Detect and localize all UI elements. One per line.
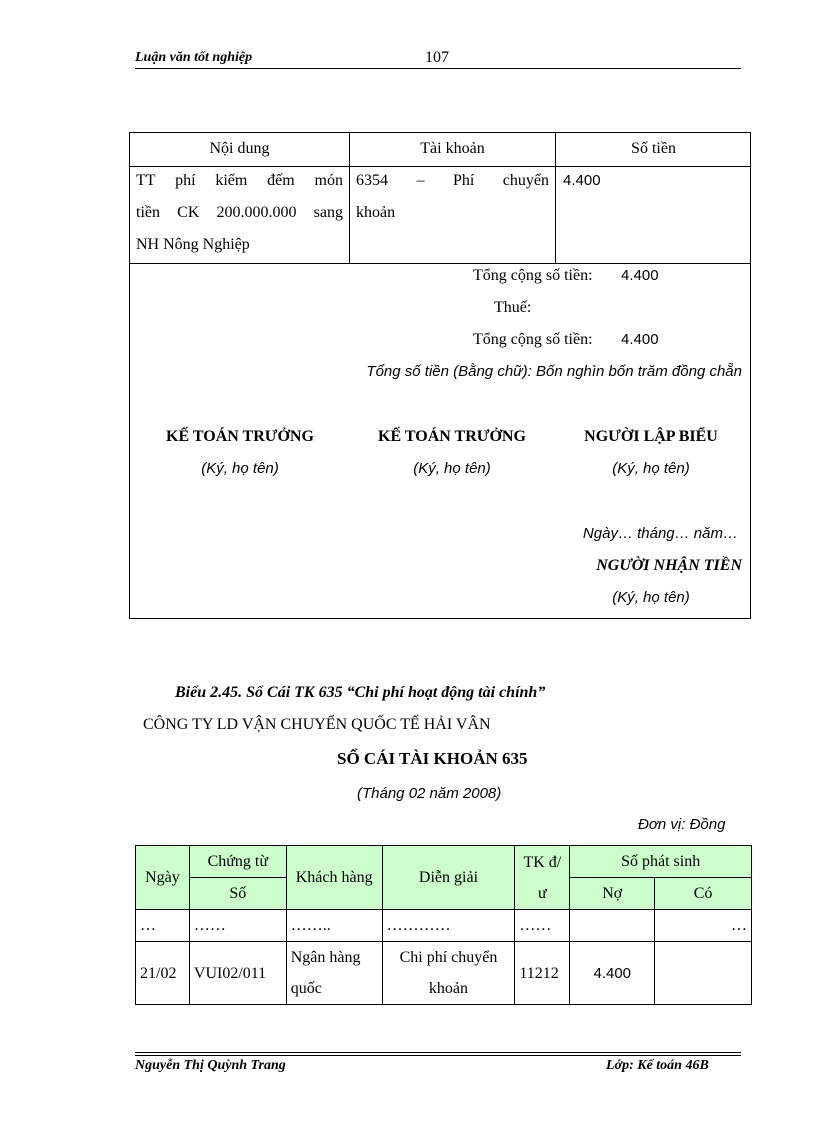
tax-label: Thuế: xyxy=(494,299,532,316)
row-credit xyxy=(655,942,752,1005)
total-value: 4.400 xyxy=(621,267,659,284)
company-name: CÔNG TY LD VẬN CHUYỂN QUỐC TẾ HẢI VÂN xyxy=(143,716,491,733)
header-voucher-no: Số xyxy=(189,878,286,910)
page-number: 107 xyxy=(425,49,449,66)
header-voucher: Chứng từ xyxy=(189,846,286,878)
signature-hint: (Ký, họ tên) xyxy=(201,460,279,477)
unit-label: Đơn vị: Đồng xyxy=(638,816,726,833)
payment-voucher-box xyxy=(129,132,751,619)
header-credit: Có xyxy=(655,878,752,910)
col-header-amount: Số tiền xyxy=(631,140,676,157)
content-line: tiền CK 200.000.000 sang xyxy=(136,204,343,221)
account-line: 6354 – Phí chuyển xyxy=(356,172,549,189)
amount-value: 4.400 xyxy=(563,172,601,189)
receiver-role: NGƯỜI NHẬN TIỀN xyxy=(596,557,742,574)
content-line: NH Nông Nghiệp xyxy=(136,236,250,253)
row-debit: 4.400 xyxy=(570,942,655,1005)
table-cell: … xyxy=(136,910,190,942)
table-row xyxy=(136,910,752,942)
header-rule xyxy=(135,68,741,69)
header-description: Diễn giải xyxy=(382,846,515,910)
row-contra-account: 11212 xyxy=(515,942,570,1005)
header-debit: Nợ xyxy=(570,878,655,910)
content-line: TT phí kiểm đếm món xyxy=(136,172,343,189)
header-amount: Số phát sinh xyxy=(570,846,752,878)
table-cell: …….. xyxy=(286,910,382,942)
col-header-content: Nội dung xyxy=(209,140,270,157)
account-line: khoản xyxy=(356,204,396,221)
ledger-title: SỔ CÁI TÀI KHOẢN 635 xyxy=(337,749,528,768)
signature-hint: (Ký, họ tên) xyxy=(413,460,491,477)
header-date: Ngày xyxy=(136,846,190,910)
table-cell: …… xyxy=(515,910,570,942)
footer-rule xyxy=(135,1055,741,1056)
signature-role: KẾ TOÁN TRƯỞNG xyxy=(166,428,314,445)
table-cell: ………… xyxy=(382,910,515,942)
running-header-title: Luận văn tốt nghiệp xyxy=(135,50,253,65)
grand-total-value: 4.400 xyxy=(621,331,659,348)
col-header-account: Tài khoản xyxy=(420,140,485,157)
signature-role: NGƯỜI LẬP BIỂU xyxy=(584,428,718,445)
header-customer: Khách hàng xyxy=(286,846,382,910)
ledger-period: (Tháng 02 năm 2008) xyxy=(357,785,502,802)
signature-role: KẾ TOÁN TRƯỞNG xyxy=(378,428,526,445)
footer-author: Nguyễn Thị Quỳnh Trang xyxy=(135,1058,286,1073)
signature-hint: (Ký, họ tên) xyxy=(612,460,690,477)
table-row xyxy=(136,942,752,1005)
receiver-hint: (Ký, họ tên) xyxy=(612,589,690,606)
header-contra-account: TK đ/ư xyxy=(515,846,570,910)
table-cell xyxy=(570,910,655,942)
amount-in-words: Tổng số tiền (Bằng chữ): Bốn nghìn bốn trăm đồng chẵn xyxy=(366,363,742,380)
row-customer: Ngân hàng quốc xyxy=(286,942,382,1005)
total-label: Tổng cộng số tiền: xyxy=(473,267,593,284)
grand-total-label: Tổng cộng số tiền: xyxy=(473,331,593,348)
figure-title: Biểu 2.45. Sổ Cái TK 635 “Chi phí hoạt động tài chính” xyxy=(175,684,546,701)
table-cell: … xyxy=(655,910,752,942)
footer-class: Lớp: Kế toán 46B xyxy=(606,1058,709,1073)
row-date: 21/02 xyxy=(136,942,190,1005)
table-cell: …… xyxy=(189,910,286,942)
footer-rule xyxy=(135,1052,741,1053)
row-description: Chi phí chuyển khoản xyxy=(382,942,515,1005)
date-line: Ngày… tháng… năm… xyxy=(582,525,738,542)
ledger-table xyxy=(135,845,752,1005)
row-voucher: VUI02/011 xyxy=(189,942,286,1005)
